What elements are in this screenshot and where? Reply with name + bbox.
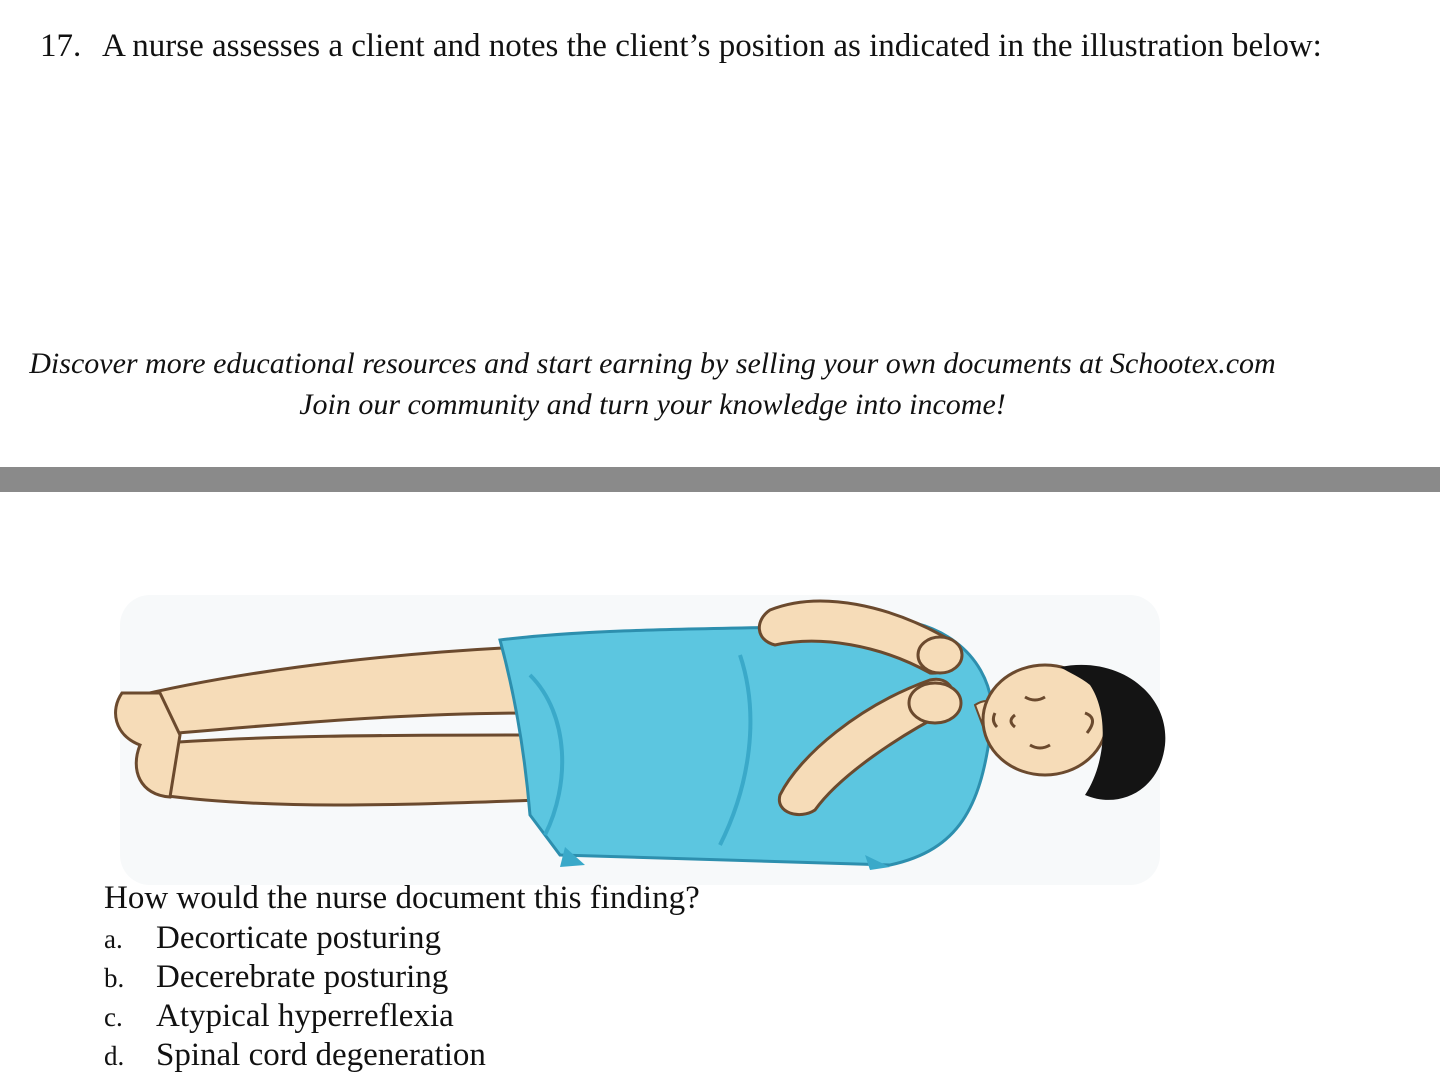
option-letter: a.	[104, 924, 123, 954]
promo-line-1: Discover more educational resources and start earning by selling your own documents at Schootex.com	[29, 347, 1276, 380]
option-letter: d.	[104, 1041, 125, 1071]
option-text: Decerebrate posturing	[156, 959, 449, 995]
fist-upper	[918, 637, 962, 673]
option-letter: b.	[104, 963, 125, 993]
option-text: Atypical hyperreflexia	[156, 998, 454, 1034]
question-stem: A nurse assesses a client and notes the client’s position as indicated in the illustration below:	[102, 28, 1322, 64]
question-text-line	[40, 28, 1322, 65]
lower-leg	[140, 735, 540, 805]
answer-option-b[interactable]	[104, 959, 486, 998]
option-letter: c.	[104, 1002, 123, 1032]
answer-options	[104, 920, 486, 1076]
promo-line-2: Join our community and turn your knowledge into income!	[299, 388, 1006, 421]
question-number: 17.	[40, 28, 82, 64]
supine-client-illustration	[100, 585, 1180, 890]
option-text: Spinal cord degeneration	[156, 1037, 486, 1073]
page-divider	[0, 467, 1440, 492]
question-prompt: How would the nurse document this finding?	[104, 880, 700, 916]
fist-lower	[909, 683, 961, 723]
option-text: Decorticate posturing	[156, 920, 441, 956]
answer-option-a[interactable]	[104, 920, 486, 959]
answer-option-c[interactable]	[104, 998, 486, 1037]
answer-option-d[interactable]	[104, 1037, 486, 1076]
